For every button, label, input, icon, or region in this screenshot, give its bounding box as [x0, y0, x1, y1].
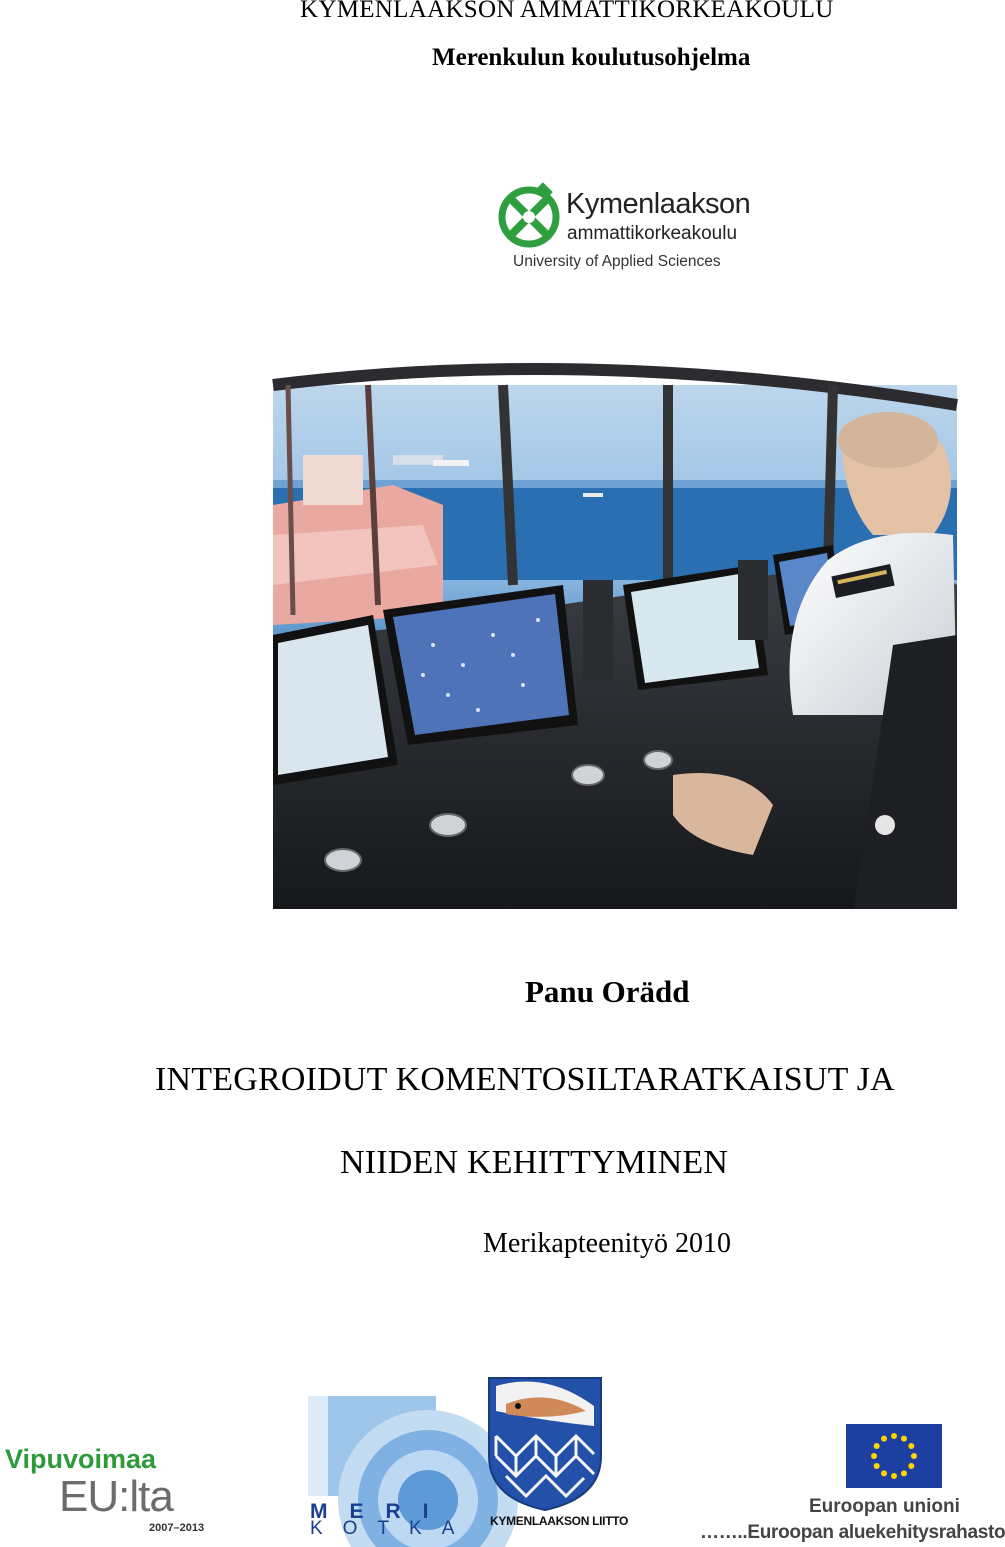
- cover-photo: [273, 385, 957, 909]
- university-name-line3: University of Applied Sciences: [513, 253, 721, 270]
- eu-flag-star: [911, 1453, 917, 1459]
- eu-flag-star: [891, 1433, 897, 1439]
- coat-of-arms-icon: [486, 1376, 604, 1512]
- header-program: Merenkulun koulutusohjelma: [432, 44, 751, 71]
- vipuvoimaa-line1: Vipuvoimaa: [5, 1444, 157, 1474]
- eu-logo: [700, 1424, 1005, 1546]
- vipuvoimaa-years: 2007–2013: [149, 1522, 205, 1534]
- vipuvoimaa-line2: EU:lta: [59, 1472, 173, 1521]
- eu-flag-star: [908, 1443, 914, 1449]
- meri-kotka-word2: KOTKA: [310, 1518, 475, 1539]
- vipuvoimaa-logo: [2, 1444, 217, 1540]
- thesis-title-line1: INTEGROIDUT KOMENTOSILTARATKAISUT JA: [155, 1061, 895, 1098]
- eu-flag-star: [871, 1453, 877, 1459]
- university-name-line1: Kymenlaakson: [566, 188, 751, 220]
- eu-line2: ……..Euroopan aluekehitysrahasto: [700, 1522, 1005, 1543]
- kymenlaakson-liitto-caption: KYMENLAAKSON LIITTO: [490, 1514, 629, 1528]
- thesis-title-line2: NIIDEN KEHITTYMINEN: [340, 1144, 729, 1181]
- eu-flag-star: [881, 1436, 887, 1442]
- eu-flag-star: [881, 1470, 887, 1476]
- meri-kotka-wave-icon: [308, 1396, 436, 1496]
- eu-flag-star: [891, 1473, 897, 1479]
- header-institution: KYMENLAAKSON AMMATTIKORKEAKOULU: [300, 0, 834, 23]
- eu-flag-icon: [846, 1424, 942, 1488]
- kymenlaakson-liitto-logo: [486, 1376, 629, 1532]
- eu-flag-star: [901, 1470, 907, 1476]
- meri-kotka-word1: MERI: [310, 1500, 451, 1523]
- eu-flag-star: [874, 1463, 880, 1469]
- university-name-line2: ammattikorkeakoulu: [567, 223, 738, 244]
- meri-kotka-logo: [308, 1396, 475, 1539]
- eu-flag-star: [874, 1443, 880, 1449]
- university-emblem-icon: [498, 186, 560, 248]
- eu-flag-star: [901, 1436, 907, 1442]
- eu-line1: Euroopan unioni: [809, 1496, 960, 1517]
- author-name: Panu Orädd: [525, 974, 690, 1009]
- thesis-type: Merikapteenityö 2010: [483, 1228, 732, 1259]
- university-logo: [498, 184, 751, 279]
- eu-flag-star: [908, 1463, 914, 1469]
